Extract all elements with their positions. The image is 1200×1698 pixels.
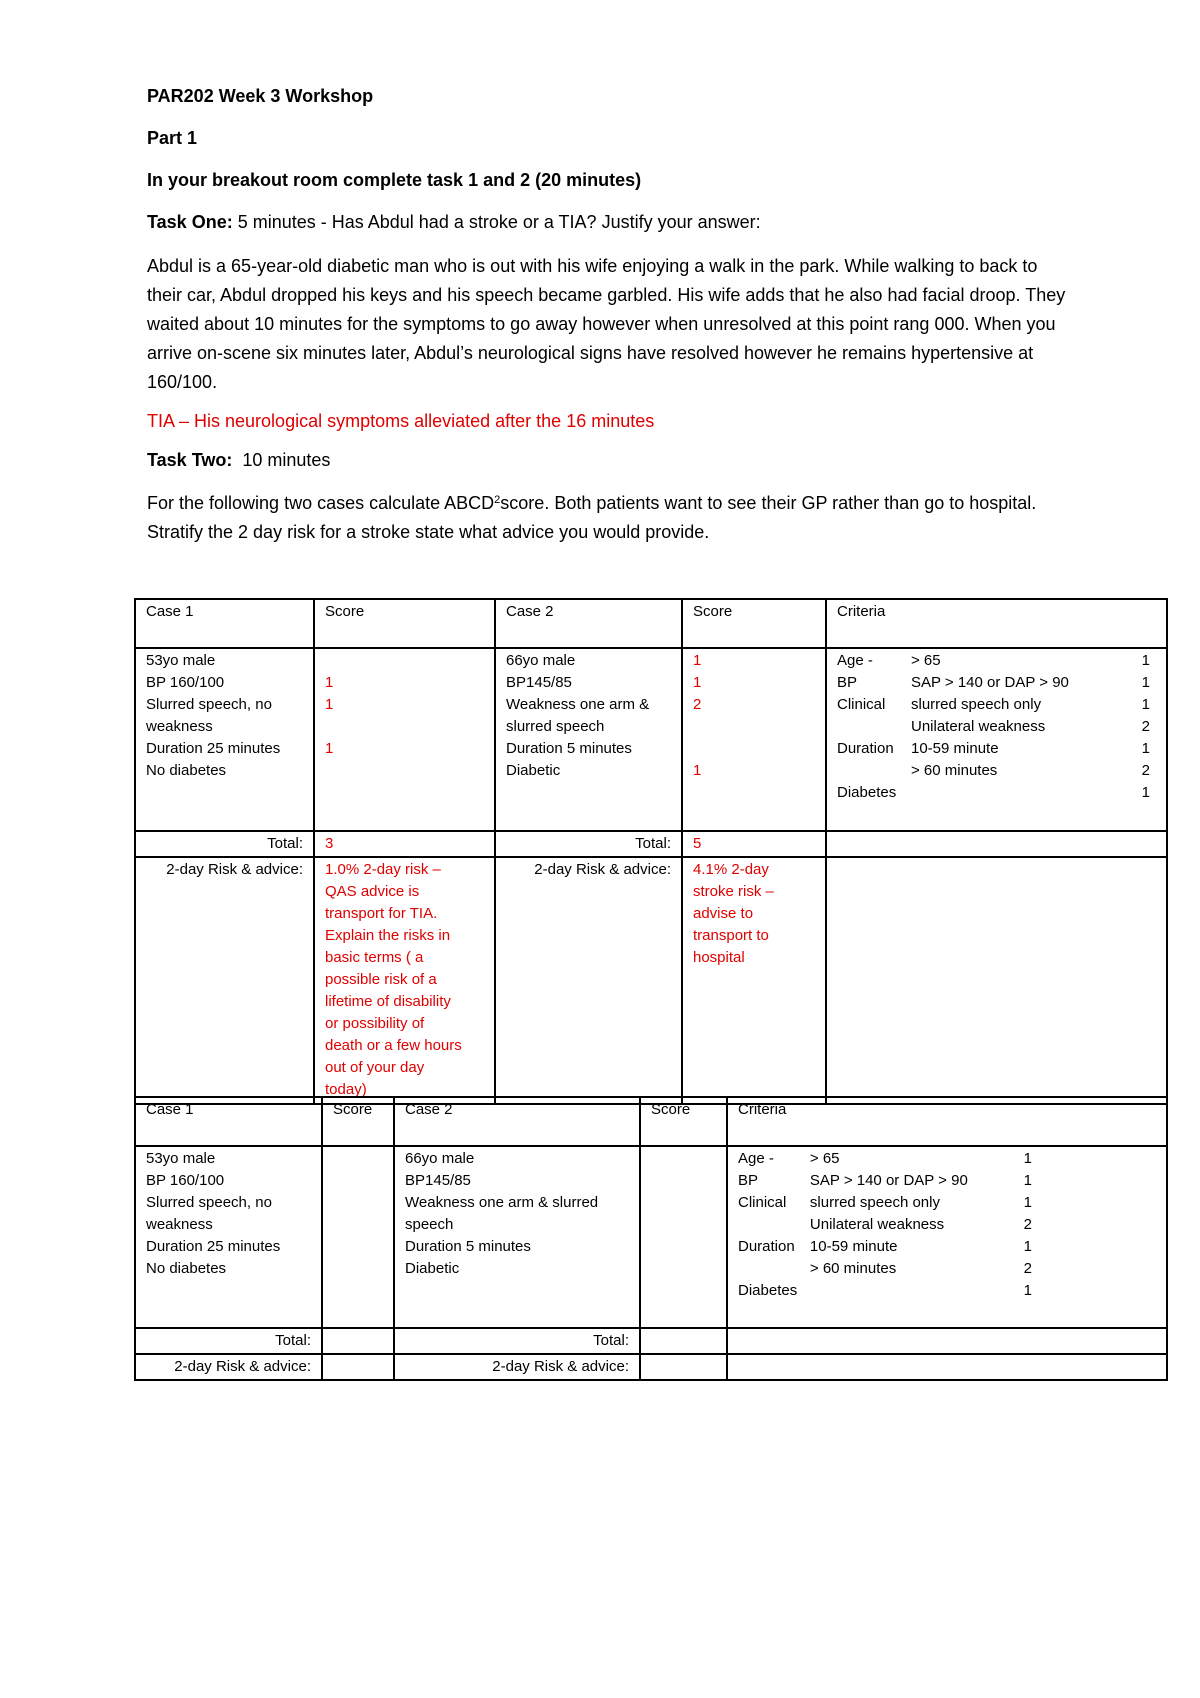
total-case2: 5 [682,831,826,857]
breakout-instruction: In your breakout room complete task 1 and 2 (20 minutes) [147,170,642,190]
criteria-list: Age - > 65 1 BP SAP > 140 or DAP > 90 1 Clinical slurred speech only 1 Unilateral weakness 2 Duration 10-59 minute 1 > 60 minutes 2 Diabetes 1 [727,1146,1167,1328]
part-heading: Part 1 [147,128,198,148]
document-title: PAR202 Week 3 Workshop [147,86,374,106]
case-scenario: Abdul is a 65-year-old diabetic man who is out with his wife enjoying a walk in the park. While walking to back to their car, Abdul dropped his keys and his speech became garbled. His wife adds that he also had facial droop. They waited about 10 minutes for the symptoms to go away however when unresolved at this point rang 000. When you arrive on-scene six minutes later, Abdul’s neurological signs have resolved however he remains hypertensive at 160/100. [147,256,1066,392]
header-case1: Case 1 [135,599,314,648]
case2-scores: 1 1 2 1 [682,648,826,831]
abcd-superscript: 2 [494,494,501,506]
header-case1: Case 1 [135,1097,322,1146]
header-score2: Score [640,1097,727,1146]
task-one-label: Task One: [147,212,233,232]
abcd2-table-completed [134,598,1168,1105]
header-case2: Case 2 [394,1097,640,1146]
header-case2: Case 2 [495,599,682,648]
task-two-label: Task Two: [147,450,233,470]
risk-case1-blank[interactable] [322,1354,394,1380]
total-label-case2: Total: [495,831,682,857]
case2-score-blank[interactable] [640,1146,727,1328]
case2-details: 66yo male BP145/85 Weakness one arm & slurred speech Duration 5 minutes Diabetic [394,1146,640,1328]
header-score2: Score [682,599,826,648]
case1-details: 53yo male BP 160/100 Slurred speech, no weakness Duration 25 minutes No diabetes [135,1146,322,1328]
criteria-list: Age - > 65 1 BP SAP > 140 or DAP > 90 1 Clinical slurred speech only 1 Unilateral weakness 2 Duration 10-59 minute 1 > 60 minutes 2 Diabetes 1 [826,648,1167,831]
document-body [147,86,1067,547]
risk-advice-case2: 4.1% 2-day stroke risk – advise to transport to hospital [682,857,826,1104]
task-one-answer: TIA – His neurological symptoms alleviated after the 16 minutes [147,411,655,431]
total-label-case1: Total: [135,831,314,857]
task-two-text: 10 minutes [232,450,331,470]
case1-details: 53yo male BP 160/100 Slurred speech, no weakness Duration 25 minutes No diabetes [135,648,314,831]
header-criteria: Criteria [727,1097,1167,1146]
total-case1-blank[interactable] [322,1328,394,1354]
task-one-text: 5 minutes - Has Abdul had a stroke or a TIA? Justify your answer: [232,212,761,232]
total-case1: 3 [314,831,495,857]
total-label-case1: Total: [135,1328,322,1354]
risk-label-case2: 2-day Risk & advice: [394,1354,640,1380]
risk-label-case2: 2-day Risk & advice: [495,857,682,1104]
risk-label-case1: 2-day Risk & advice: [135,857,314,1104]
header-score1: Score [322,1097,394,1146]
header-criteria: Criteria [826,599,1167,648]
case2-details: 66yo male BP145/85 Weakness one arm & slurred speech Duration 5 minutes Diabetic [495,648,682,831]
case1-score-blank[interactable] [322,1146,394,1328]
risk-label-case1: 2-day Risk & advice: [135,1354,322,1380]
task-two [147,450,1067,471]
risk-case2-blank[interactable] [640,1354,727,1380]
case1-scores: 1 1 1 [314,648,495,831]
task-one [147,212,1067,233]
total-case2-blank[interactable] [640,1328,727,1354]
risk-advice-case1: 1.0% 2-day risk – QAS advice is transport for TIA. Explain the risks in basic terms ( a possible risk of a lifetime of disability or possibility of death or a few hours out of your day today) [314,857,495,1104]
total-label-case2: Total: [394,1328,640,1354]
abcd2-table-blank [134,1096,1168,1381]
task-two-instruction: For the following two cases calculate ABCD$^2$score. Both patients want to see their GP rather than go to hospital. Stratify the 2 day risk for a stroke state what advice you would provide. [147,493,1037,542]
header-score1: Score [314,599,495,648]
